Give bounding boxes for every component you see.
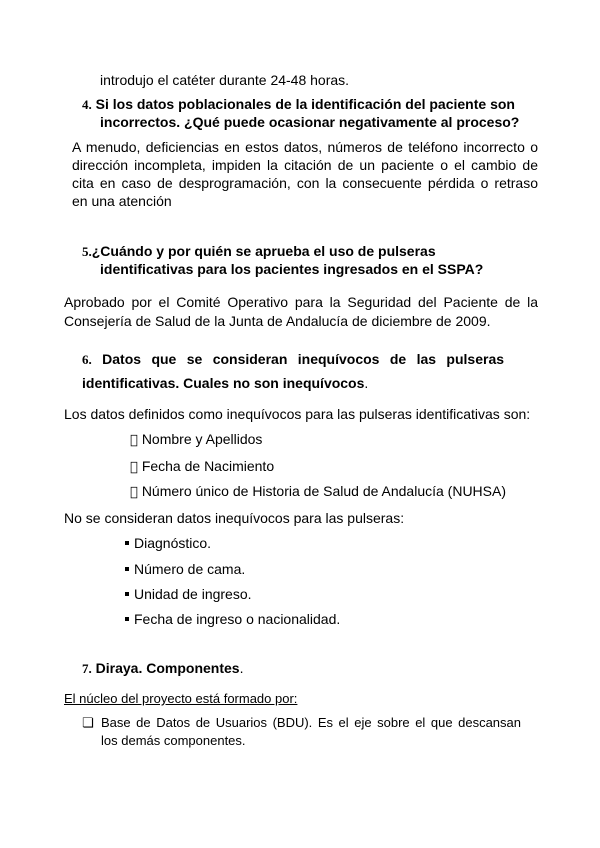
- body-text: No se consideran datos inequívocos para las pulseras:: [64, 510, 405, 526]
- question-text: identificativas. Cuales no son inequívocos: [82, 375, 365, 391]
- list-item: [130, 431, 262, 449]
- answer-line: dirección incompleta, impiden la citación de un paciente o el cambio de: [72, 157, 538, 173]
- question-text: Datos que se consideran inequívocos de las pulseras: [102, 351, 504, 367]
- question-text-line2: [82, 375, 368, 391]
- list-item-label: Fecha de ingreso o nacionalidad.: [134, 611, 341, 627]
- section-number: 7.: [82, 661, 92, 676]
- square-bullet-icon: [125, 617, 129, 621]
- core-label: El núcleo del proyecto está formado por:: [64, 691, 298, 706]
- body-text: introdujo el catéter durante 24-48 horas.: [100, 72, 350, 88]
- square-bullet-icon: [125, 567, 129, 571]
- answer-line: en una atención: [72, 193, 172, 209]
- list-item: [82, 715, 98, 732]
- section-number: 5.: [82, 244, 92, 259]
- answer-line: cita en caso de desprogramación, con la consecuente pérdida o retraso: [72, 175, 538, 191]
- list-item-label: los demás componentes.: [101, 733, 246, 748]
- answer-line: A menudo, deficiencias en estos datos, números de teléfono incorrecto o: [72, 139, 538, 155]
- list-item: [125, 586, 252, 602]
- square-bullet-icon: [125, 592, 129, 596]
- answer-line: Consejería de Salud de la Junta de Andalucía de diciembre de 2009.: [64, 313, 491, 329]
- ballot-box-icon: ❏: [82, 716, 94, 731]
- question-text: identificativas para los pacientes ingresados en el SSPA?: [100, 261, 484, 277]
- question-text: incorrectos. ¿Qué puede ocasionar negativamente al proceso?: [100, 114, 520, 130]
- question-text: Si los datos poblacionales de la identificación del paciente son: [95, 96, 515, 112]
- missing-glyph-icon: [130, 433, 138, 448]
- list-item-label: Número único de Historia de Salud de Andalucía (NUHSA): [134, 483, 499, 499]
- square-bullet-icon: [125, 541, 129, 545]
- trailing-period: .: [239, 660, 244, 676]
- section-6-heading: [82, 351, 504, 368]
- list-item: [130, 483, 506, 501]
- section-7-heading: [82, 660, 243, 677]
- body-text: Los datos definidos como inequívocos para las pulseras identificativas son:: [64, 406, 531, 422]
- section-number: 6.: [82, 352, 92, 367]
- list-item-label: Nombre y Apellidos: [134, 431, 255, 447]
- list-item-label: Diagnóstico.: [134, 535, 212, 551]
- section-5-heading: [82, 243, 436, 260]
- list-item: [125, 535, 211, 551]
- list-item-label: Base de Datos de Usuarios (BDU). Es el eje sobre el que descansan: [101, 715, 521, 730]
- section-4-heading: [82, 96, 515, 113]
- question-text: ¿Cuándo y por quién se aprueba el uso de pulseras: [91, 243, 436, 259]
- missing-glyph-icon: [130, 460, 138, 475]
- trailing-period: .: [364, 375, 369, 391]
- list-item: [125, 611, 340, 627]
- list-item: [130, 458, 274, 476]
- section-number: 4.: [82, 97, 92, 112]
- missing-glyph-icon: [130, 485, 138, 500]
- list-item-label: Número de cama.: [134, 561, 246, 577]
- section-title: Diraya. Componentes: [95, 660, 240, 676]
- list-item-label: Fecha de Nacimiento: [134, 458, 267, 474]
- list-item-label: Unidad de ingreso.: [134, 586, 252, 602]
- answer-line: Aprobado por el Comité Operativo para la Seguridad del Paciente de la: [64, 294, 538, 310]
- list-item: [125, 561, 245, 577]
